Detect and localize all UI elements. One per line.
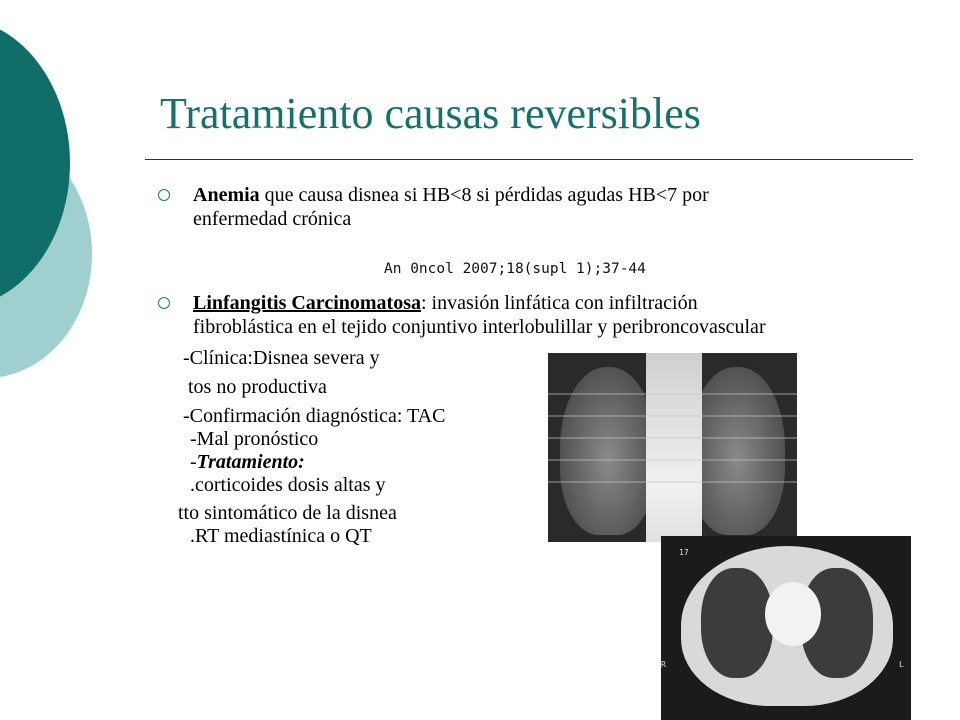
ct-heart <box>765 582 821 646</box>
reference-citation: An 0ncol 2007;18(supl 1);37-44 <box>384 261 646 277</box>
xray-rib <box>548 415 797 417</box>
rt-line: .RT mediastínica o QT <box>190 525 372 547</box>
ct-side-marker-left: R <box>661 660 666 669</box>
tratamiento-label: Tratamiento: <box>196 451 305 473</box>
ct-side-marker-right: L <box>899 660 904 669</box>
linfangitis-text: : invasión linfática con infiltración <box>420 292 698 314</box>
xray-rib <box>548 459 797 461</box>
title-divider <box>145 159 913 160</box>
chest-xray-image <box>548 353 797 542</box>
bullet-anemia-line1 <box>193 184 709 206</box>
linfangitis-term: Linfangitis Carcinomatosa <box>193 292 421 314</box>
bullet-icon <box>158 189 170 201</box>
chest-ct-image <box>661 536 911 720</box>
ct-slice-number: 17 <box>679 548 689 557</box>
xray-rib <box>548 437 797 439</box>
clinica-line: -Clínica:Disnea severa y <box>183 347 380 369</box>
tratamiento-line <box>190 451 305 473</box>
anemia-term: Anemia <box>193 184 260 206</box>
ct-left-lung <box>701 568 773 678</box>
slide-title: Tratamiento causas reversibles <box>160 89 701 138</box>
xray-rib <box>548 393 797 395</box>
bullet-icon <box>158 297 170 309</box>
tto-line: tto sintomático de la disnea <box>178 502 397 524</box>
corticoides-line: .corticoides dosis altas y <box>190 474 386 496</box>
bullet-anemia-line2: enfermedad crónica <box>193 208 352 230</box>
tratamiento-prefix: - <box>190 451 197 473</box>
bullet-linfangitis-line1 <box>193 292 698 314</box>
confirmacion-line: -Confirmación diagnóstica: TAC <box>183 405 446 427</box>
anemia-text: que causa disnea si HB<8 si pérdidas agudas HB<7 por <box>259 184 709 206</box>
bullet-linfangitis-line2: fibroblástica en el tejido conjuntivo interlobulillar y peribroncovascular <box>193 316 766 338</box>
xray-mediastinum <box>646 353 702 542</box>
pronostico-line: -Mal pronóstico <box>190 428 319 450</box>
xray-rib <box>548 481 797 483</box>
tos-line: tos no productiva <box>188 376 327 398</box>
